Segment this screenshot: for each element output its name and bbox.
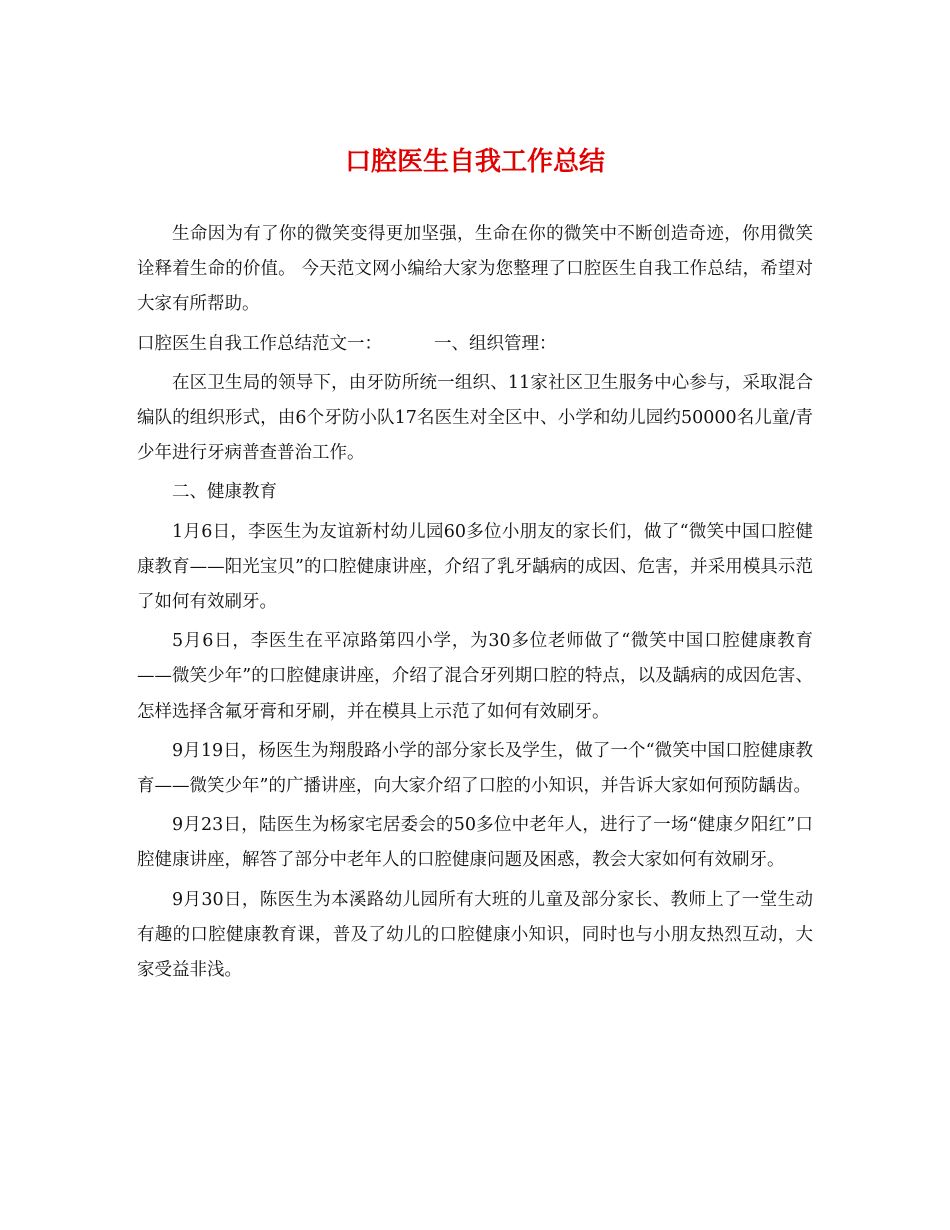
intro-paragraph: 生命因为有了你的微笑变得更加坚强，生命在你的微笑中不断创造奇迹，你用微笑诠释着生命的价值。 今天范文网小编给大家为您整理了口腔医生自我工作总结，希望对大家有所帮助。 (137, 224, 813, 315)
event-paragraph-2: 5月6日，李医生在平凉路第四小学，为30多位老师做了“微笑中国口腔健康教育——微笑少年”的口腔健康讲座，介绍了混合牙列期口腔的特点，以及龋病的成因危害、怎样选择含氟牙膏和牙刷，并在模具上示范了如何有效刷牙。 (137, 631, 813, 722)
section1-paragraph: 在区卫生局的领导下，由牙防所统一组织、11家社区卫生服务中心参与，采取混合编队的组织形式，由6个牙防小队17名医生对全区中、小学和幼儿园约50000名儿童/青少年进行牙病普查普治工作。 (137, 372, 813, 464)
sample-heading-line (137, 327, 813, 362)
event-paragraph-3: 9月19日，杨医生为翔殷路小学的部分家长及学生，做了一个“微笑中国口腔健康教育——微笑少年”的广播讲座，向大家介绍了口腔的小知识，并告诉大家如何预防龋齿。 (137, 740, 813, 797)
event-paragraph-4: 9月23日，陆医生为杨家宅居委会的50多位中老年人，进行了一场“健康夕阳红”口腔健康讲座，解答了部分中老年人的口腔健康问题及困惑，教会大家如何有效刷牙。 (137, 815, 813, 871)
event-paragraph-1: 1月6日，李医生为友谊新村幼儿园60多位小朋友的家长们，做了“微笑中国口腔健康教育——阳光宝贝”的口腔健康讲座，介绍了乳牙龋病的成因、危害，并采用模具示范了如何有效刷牙。 (137, 521, 813, 613)
section1-heading: 一、组织管理： (434, 333, 557, 354)
document-body (137, 217, 813, 988)
event-paragraph-5: 9月30日，陈医生为本溪路幼儿园所有大班的儿童及部分家长、教师上了一堂生动有趣的口腔健康教育课，普及了幼儿的口腔健康小知识，同时也与小朋友热烈互动，大家受益非浅。 (137, 889, 813, 981)
sample-heading: 口腔医生自我工作总结范文一： (137, 333, 382, 354)
document-title: 口腔医生自我工作总结 (344, 147, 605, 177)
section2-heading: 二、健康教育 (172, 482, 277, 503)
